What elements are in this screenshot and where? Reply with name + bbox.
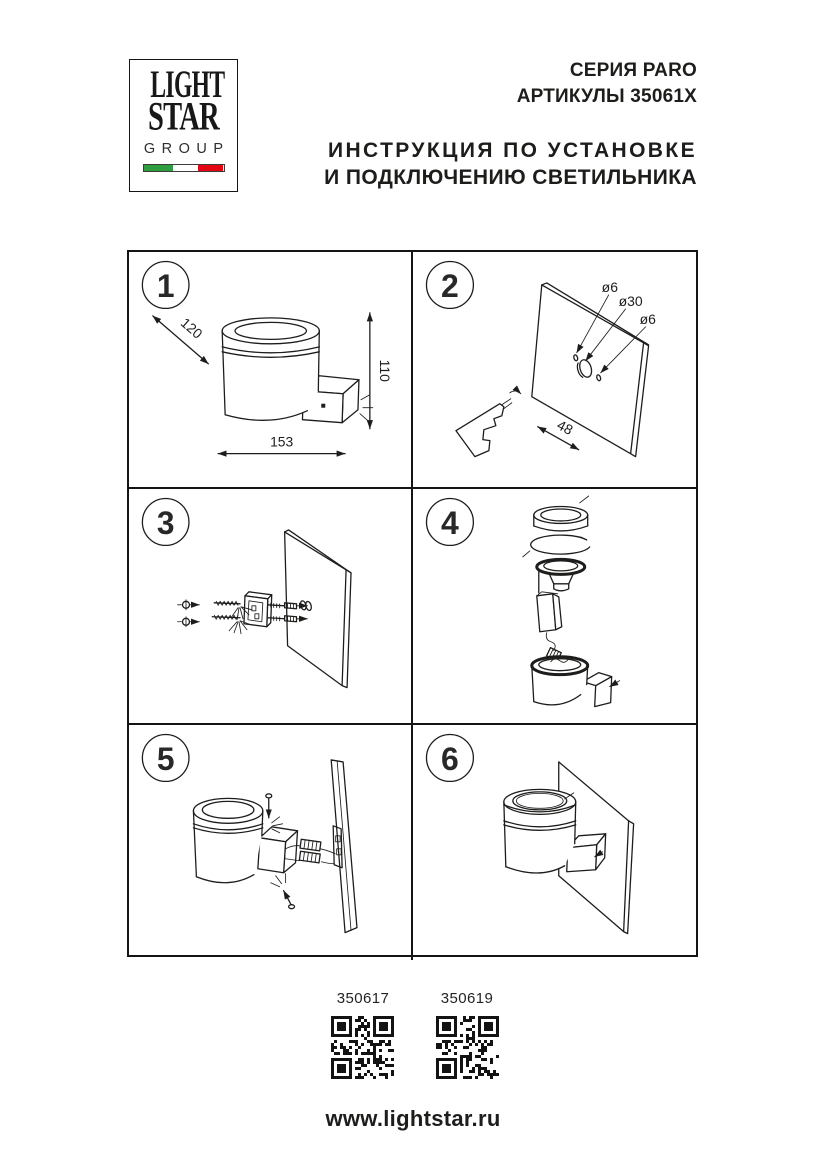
step-4-panel: [413, 489, 697, 726]
article-label-350619: 350619: [440, 990, 494, 1007]
step-number-badge: [142, 261, 189, 308]
step-3-drawing: [129, 489, 411, 724]
wall-panel-drawing: [331, 760, 357, 933]
logo-word-light: LIGHT: [150, 63, 225, 107]
screw-icons: [178, 599, 200, 626]
dimension-width: [218, 434, 345, 454]
lightstar-logo: [129, 59, 238, 192]
step-5-drawing: [129, 725, 411, 960]
step-2-panel: [413, 252, 697, 489]
step-3-panel: [129, 489, 413, 726]
dim-48-label: 48: [553, 416, 576, 438]
instruction-steps-grid: [127, 250, 698, 957]
website-url: www.lightstar.ru: [325, 1106, 501, 1131]
hole-d6-right-label: ø6: [639, 310, 656, 327]
italian-flag-stripe: [143, 164, 225, 172]
step-5-panel: [129, 725, 413, 960]
page-title: [324, 137, 697, 191]
logo-word-group: GROUP: [143, 141, 230, 157]
lamp-body-drawing: [193, 799, 262, 883]
step-6-panel: [413, 725, 697, 960]
step-1-number: 1: [156, 267, 175, 304]
step-2-drawing: [413, 252, 697, 487]
step-2-number: 2: [440, 267, 459, 304]
step-4-number: 4: [440, 504, 459, 541]
qr-code-350617: [331, 1016, 394, 1079]
dim-120-label: 120: [177, 314, 206, 342]
drill-tool-drawing: [455, 391, 520, 457]
lamp-body-drawing: [222, 318, 319, 420]
flag-white-segment: [173, 165, 198, 171]
mounting-plate-drawing: [244, 591, 272, 626]
wall-bracket-drawing: [258, 827, 298, 873]
step-number-badge: [142, 735, 189, 782]
dimension-hole-spacing: [537, 417, 578, 450]
series-label: СЕРИЯ PARO: [569, 60, 697, 81]
step-1-panel: [129, 252, 413, 489]
dimension-diameter: [153, 314, 209, 363]
flag-red-segment: [198, 165, 223, 171]
flag-green-segment: [144, 165, 173, 171]
wall-panel-drawing: [531, 283, 648, 457]
driver-box-drawing: [536, 591, 561, 631]
lamp-body-drawing: [531, 656, 619, 706]
dim-110-label: 110: [376, 359, 393, 382]
title-line-2: И ПОДКЛЮЧЕНИЮ СВЕТИЛЬНИКА: [324, 166, 697, 189]
step-3-number: 3: [156, 504, 175, 541]
step-number-badge: [142, 498, 189, 545]
step-number-badge: [426, 735, 473, 782]
seal-ring-drawing: [522, 535, 589, 557]
header: [324, 58, 697, 191]
logo-word-star: STAR: [148, 94, 219, 139]
qr-code-350619: [436, 1016, 499, 1079]
dimension-height: [370, 313, 393, 429]
step-6-number: 6: [440, 741, 459, 778]
hole-d6-left-label: ø6: [601, 278, 618, 295]
articles-label: АРТИКУЛЫ 35061X: [516, 86, 697, 107]
dim-153-label: 153: [270, 433, 294, 450]
step-number-badge: [426, 498, 473, 545]
diffuser-drawing: [536, 559, 584, 590]
title-line-1: ИНСТРУКЦИЯ ПО УСТАНОВКЕ: [327, 139, 697, 162]
step-1-drawing: [129, 252, 411, 487]
step-6-drawing: [413, 725, 697, 960]
article-label-350617: 350617: [336, 990, 390, 1007]
step-number-badge: [426, 261, 473, 308]
lamp-body-drawing: [503, 790, 575, 874]
step-4-drawing: [413, 489, 697, 724]
top-ring-drawing: [533, 496, 588, 531]
hole-d30-label: ø30: [618, 292, 643, 309]
step-5-number: 5: [156, 740, 175, 778]
